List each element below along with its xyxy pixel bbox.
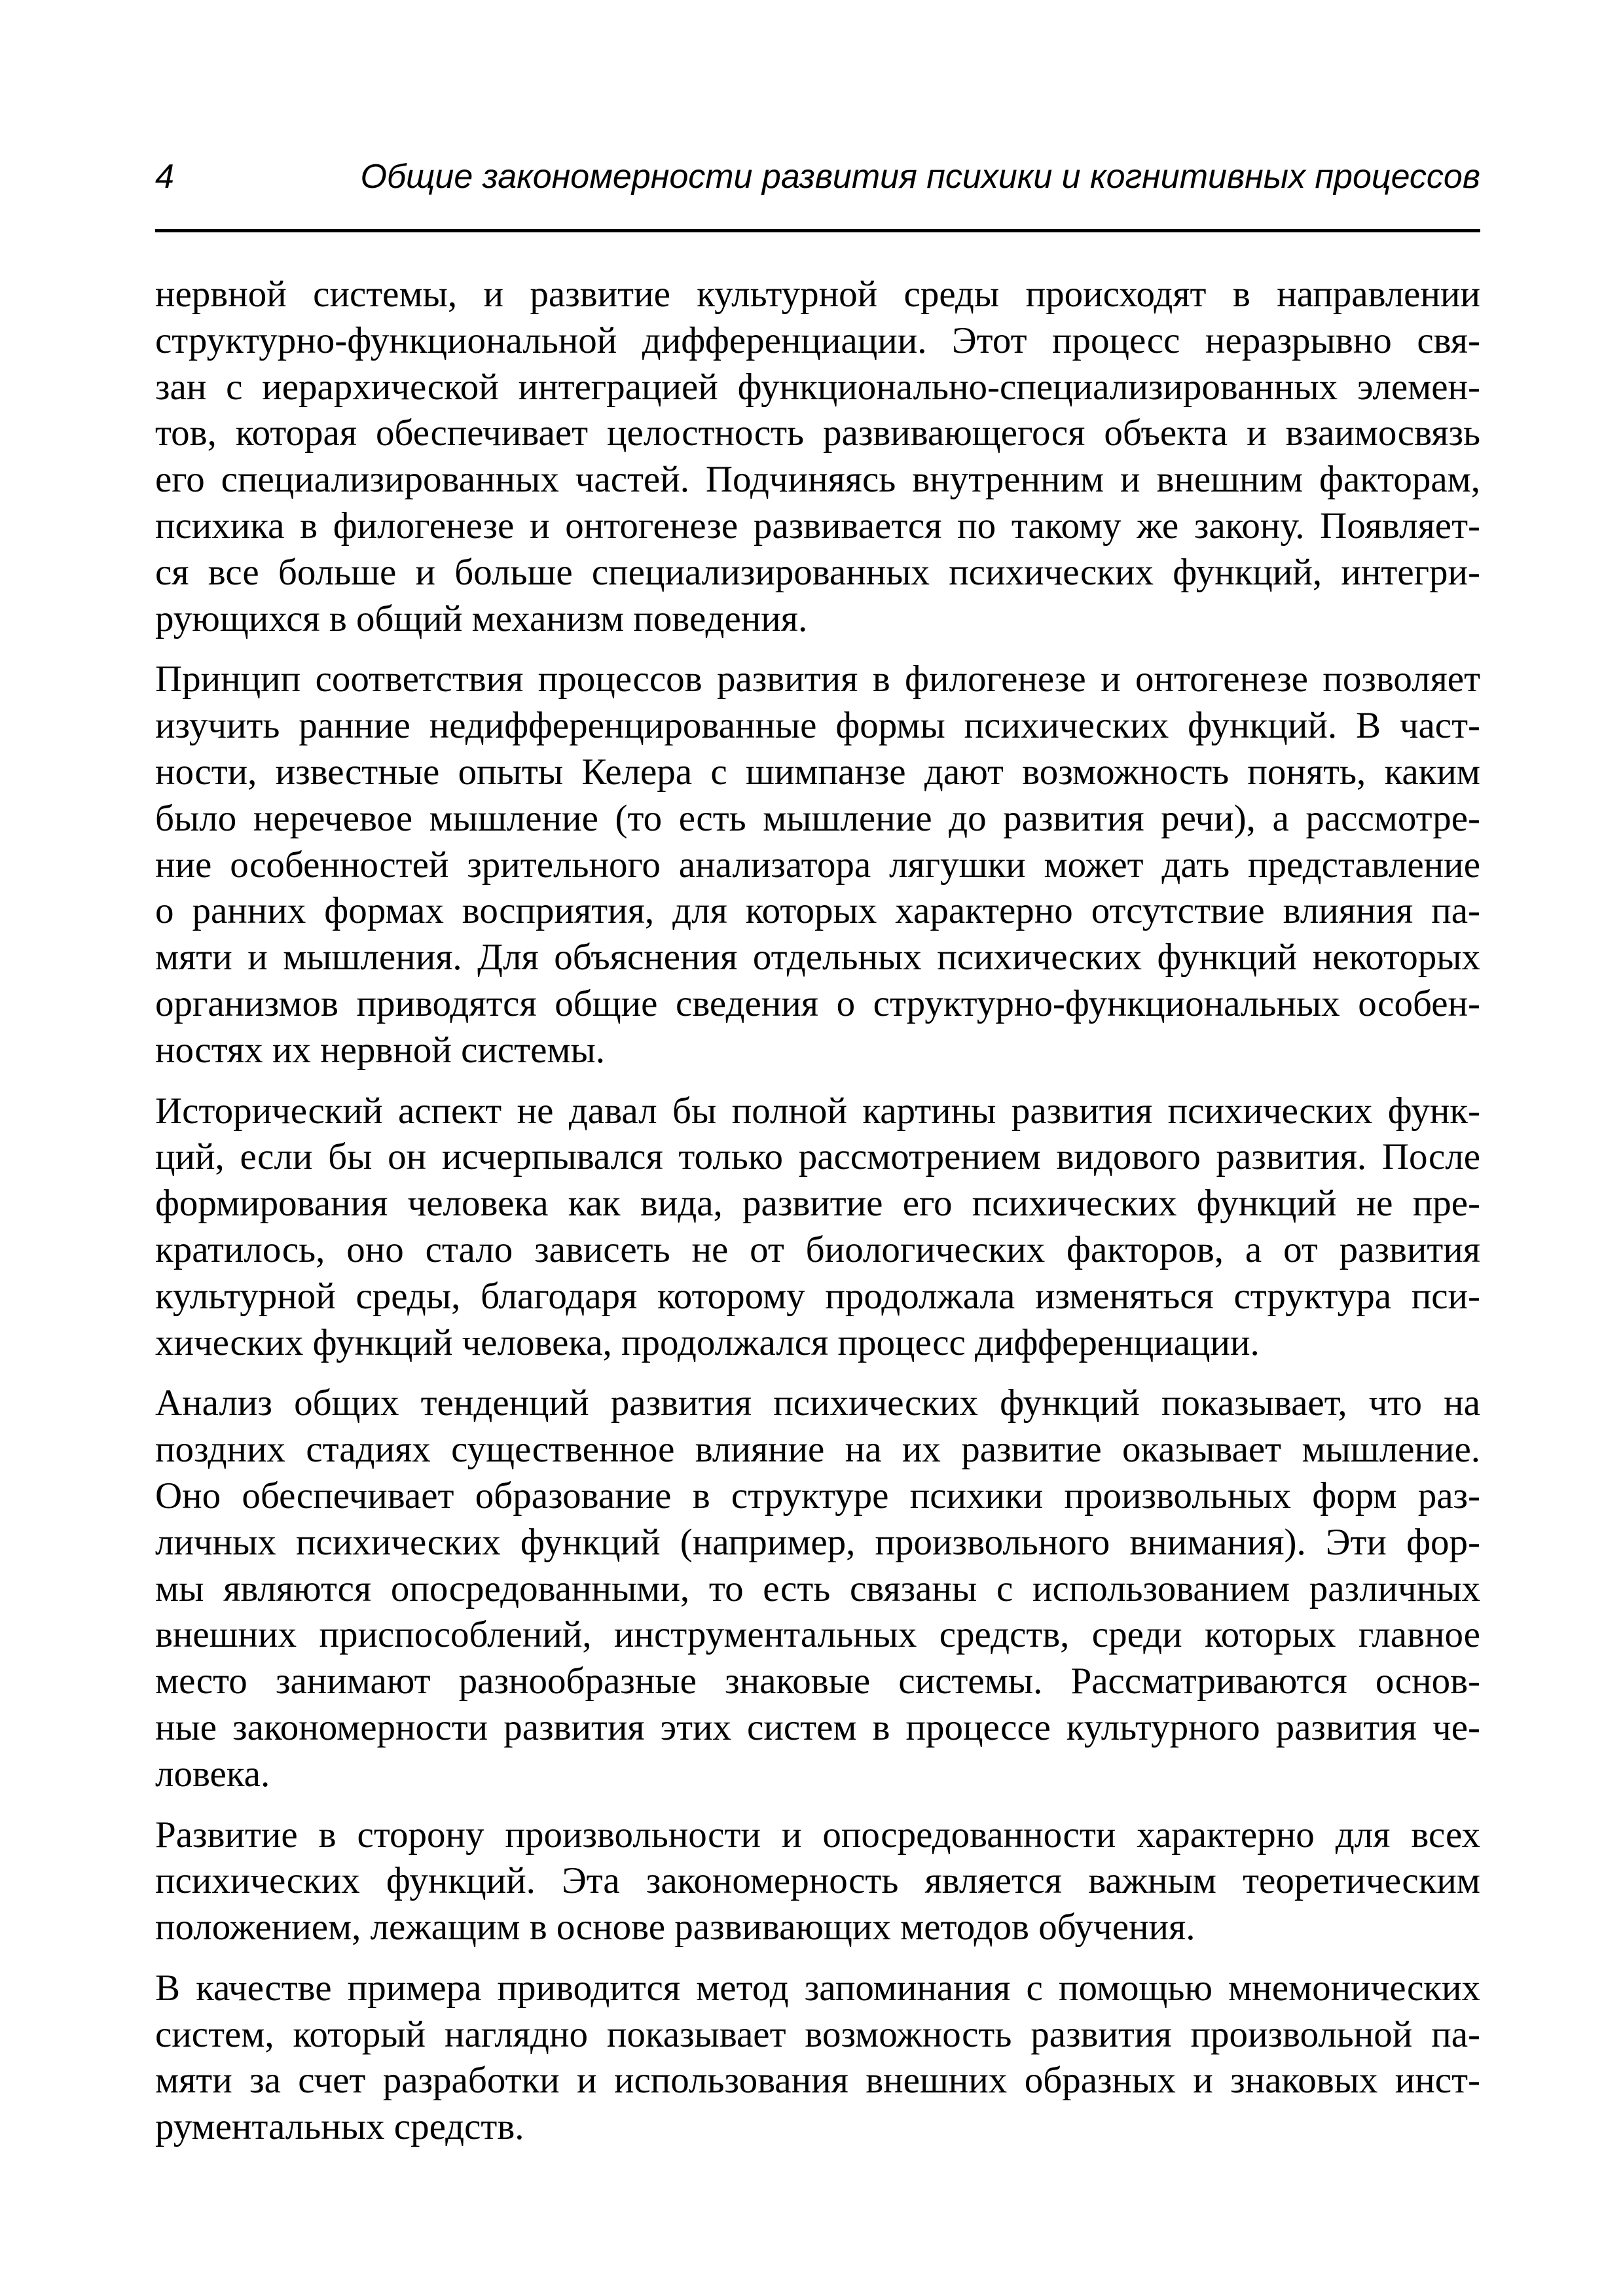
paragraph <box>155 1965 1480 2151</box>
text-line: рующихся в общий механизм поведения. <box>155 598 808 639</box>
text-line: В качестве примера приводится метод запоминания с помощью мнемонических <box>155 1967 1480 2009</box>
text-line: поздних стадиях существенное влияние на их развитие оказывает мышление. <box>155 1429 1480 1471</box>
text-line: психических функций. Эта закономерность является важным теоретическим <box>155 1860 1480 1902</box>
text-line: хических функций человека, продолжался процесс дифференциации. <box>155 1321 1260 1363</box>
text-line: психика в филогенезе и онтогенезе развивается по такому же закону. Появляет- <box>155 505 1480 547</box>
text-line: мяти и мышления. Для объяснения отдельных психических функций некоторых <box>155 937 1480 978</box>
running-title: Общие закономерности развития психики и когнитивных процессов <box>360 158 1480 196</box>
text-line: мяти за счет разработки и использования внешних образных и знаковых инст- <box>155 2060 1480 2102</box>
text-line: ние особенностей зрительного анализатора лягушки может дать представление <box>155 844 1480 886</box>
text-line: личных психических функций (например, произвольного внимания). Эти фор- <box>155 1521 1480 1563</box>
text-line: положением, лежащим в основе развивающих методов обучения. <box>155 1907 1195 1948</box>
text-line: его специализированных частей. Подчиняясь внутренним и внешним факторам, <box>155 459 1480 501</box>
paragraph <box>155 1380 1480 1797</box>
text-line: мы являются опосредованными, то есть связаны с использованием различных <box>155 1568 1480 1609</box>
text-line: Исторический аспект не давал бы полной картины развития психических функ- <box>155 1090 1480 1132</box>
text-line: ности, известные опыты Келера с шимпанзе дают возможность понять, каким <box>155 751 1480 793</box>
text-line: внешних приспособлений, инструментальных средств, среди которых главное <box>155 1614 1480 1656</box>
text-line: о ранних формах восприятия, для которых характерно отсутствие влияния па- <box>155 890 1480 932</box>
text-line: было неречевое мышление (то есть мышление до развития речи), а рассмотре- <box>155 797 1480 839</box>
text-line: место занимают разнообразные знаковые системы. Рассматриваются основ- <box>155 1660 1480 1702</box>
text-line: систем, который наглядно показывает возможность развития произвольной па- <box>155 2013 1480 2055</box>
paragraph <box>155 272 1480 642</box>
text-line: ций, если бы он исчерпывался только рассмотрением видового развития. После <box>155 1136 1480 1178</box>
paragraph <box>155 1088 1480 1367</box>
text-line: Развитие в сторону произвольности и опосредованности характерно для всех <box>155 1814 1480 1856</box>
text-line: Оно обеспечивает образование в структуре психики произвольных форм раз- <box>155 1475 1480 1516</box>
text-line: Анализ общих тенденций развития психических функций показывает, что на <box>155 1382 1480 1424</box>
body-text <box>155 272 1480 2165</box>
text-line: тов, которая обеспечивает целостность развивающегося объекта и взаимосвязь <box>155 412 1480 454</box>
text-line: культурной среды, благодаря которому продолжала изменяться структура пси- <box>155 1275 1480 1317</box>
page-number: 4 <box>155 158 174 196</box>
text-line: ся все больше и больше специализированных психических функций, интегри- <box>155 551 1480 593</box>
running-header <box>155 157 1480 209</box>
text-line: ловека. <box>155 1753 270 1795</box>
text-line: структурно-функциональной дифференциации. Этот процесс неразрывно свя- <box>155 319 1480 361</box>
text-line: Принцип соответствия процессов развития в филогенезе и онтогенезе позволяет <box>155 658 1480 700</box>
text-line: кратилось, оно стало зависеть не от биологических факторов, а от развития <box>155 1229 1480 1270</box>
text-line: рументальных средств. <box>155 2106 524 2148</box>
paragraph <box>155 1812 1480 1951</box>
text-line: ные закономерности развития этих систем в процессе культурного развития че- <box>155 1706 1480 1748</box>
text-line: организмов приводятся общие сведения о структурно-функциональных особен- <box>155 982 1480 1024</box>
text-line: нервной системы, и развитие культурной среды происходят в направлении <box>155 274 1480 315</box>
text-line: ностях их нервной системы. <box>155 1029 606 1071</box>
text-line: изучить ранние недифференцированные формы психических функций. В част- <box>155 705 1480 747</box>
paragraph <box>155 656 1480 1073</box>
text-line: формирования человека как вида, развитие его психических функций не пре- <box>155 1183 1480 1225</box>
text-line: зан с иерархической интеграцией функционально-специализированных элемен- <box>155 366 1480 408</box>
header-rule <box>155 229 1480 232</box>
